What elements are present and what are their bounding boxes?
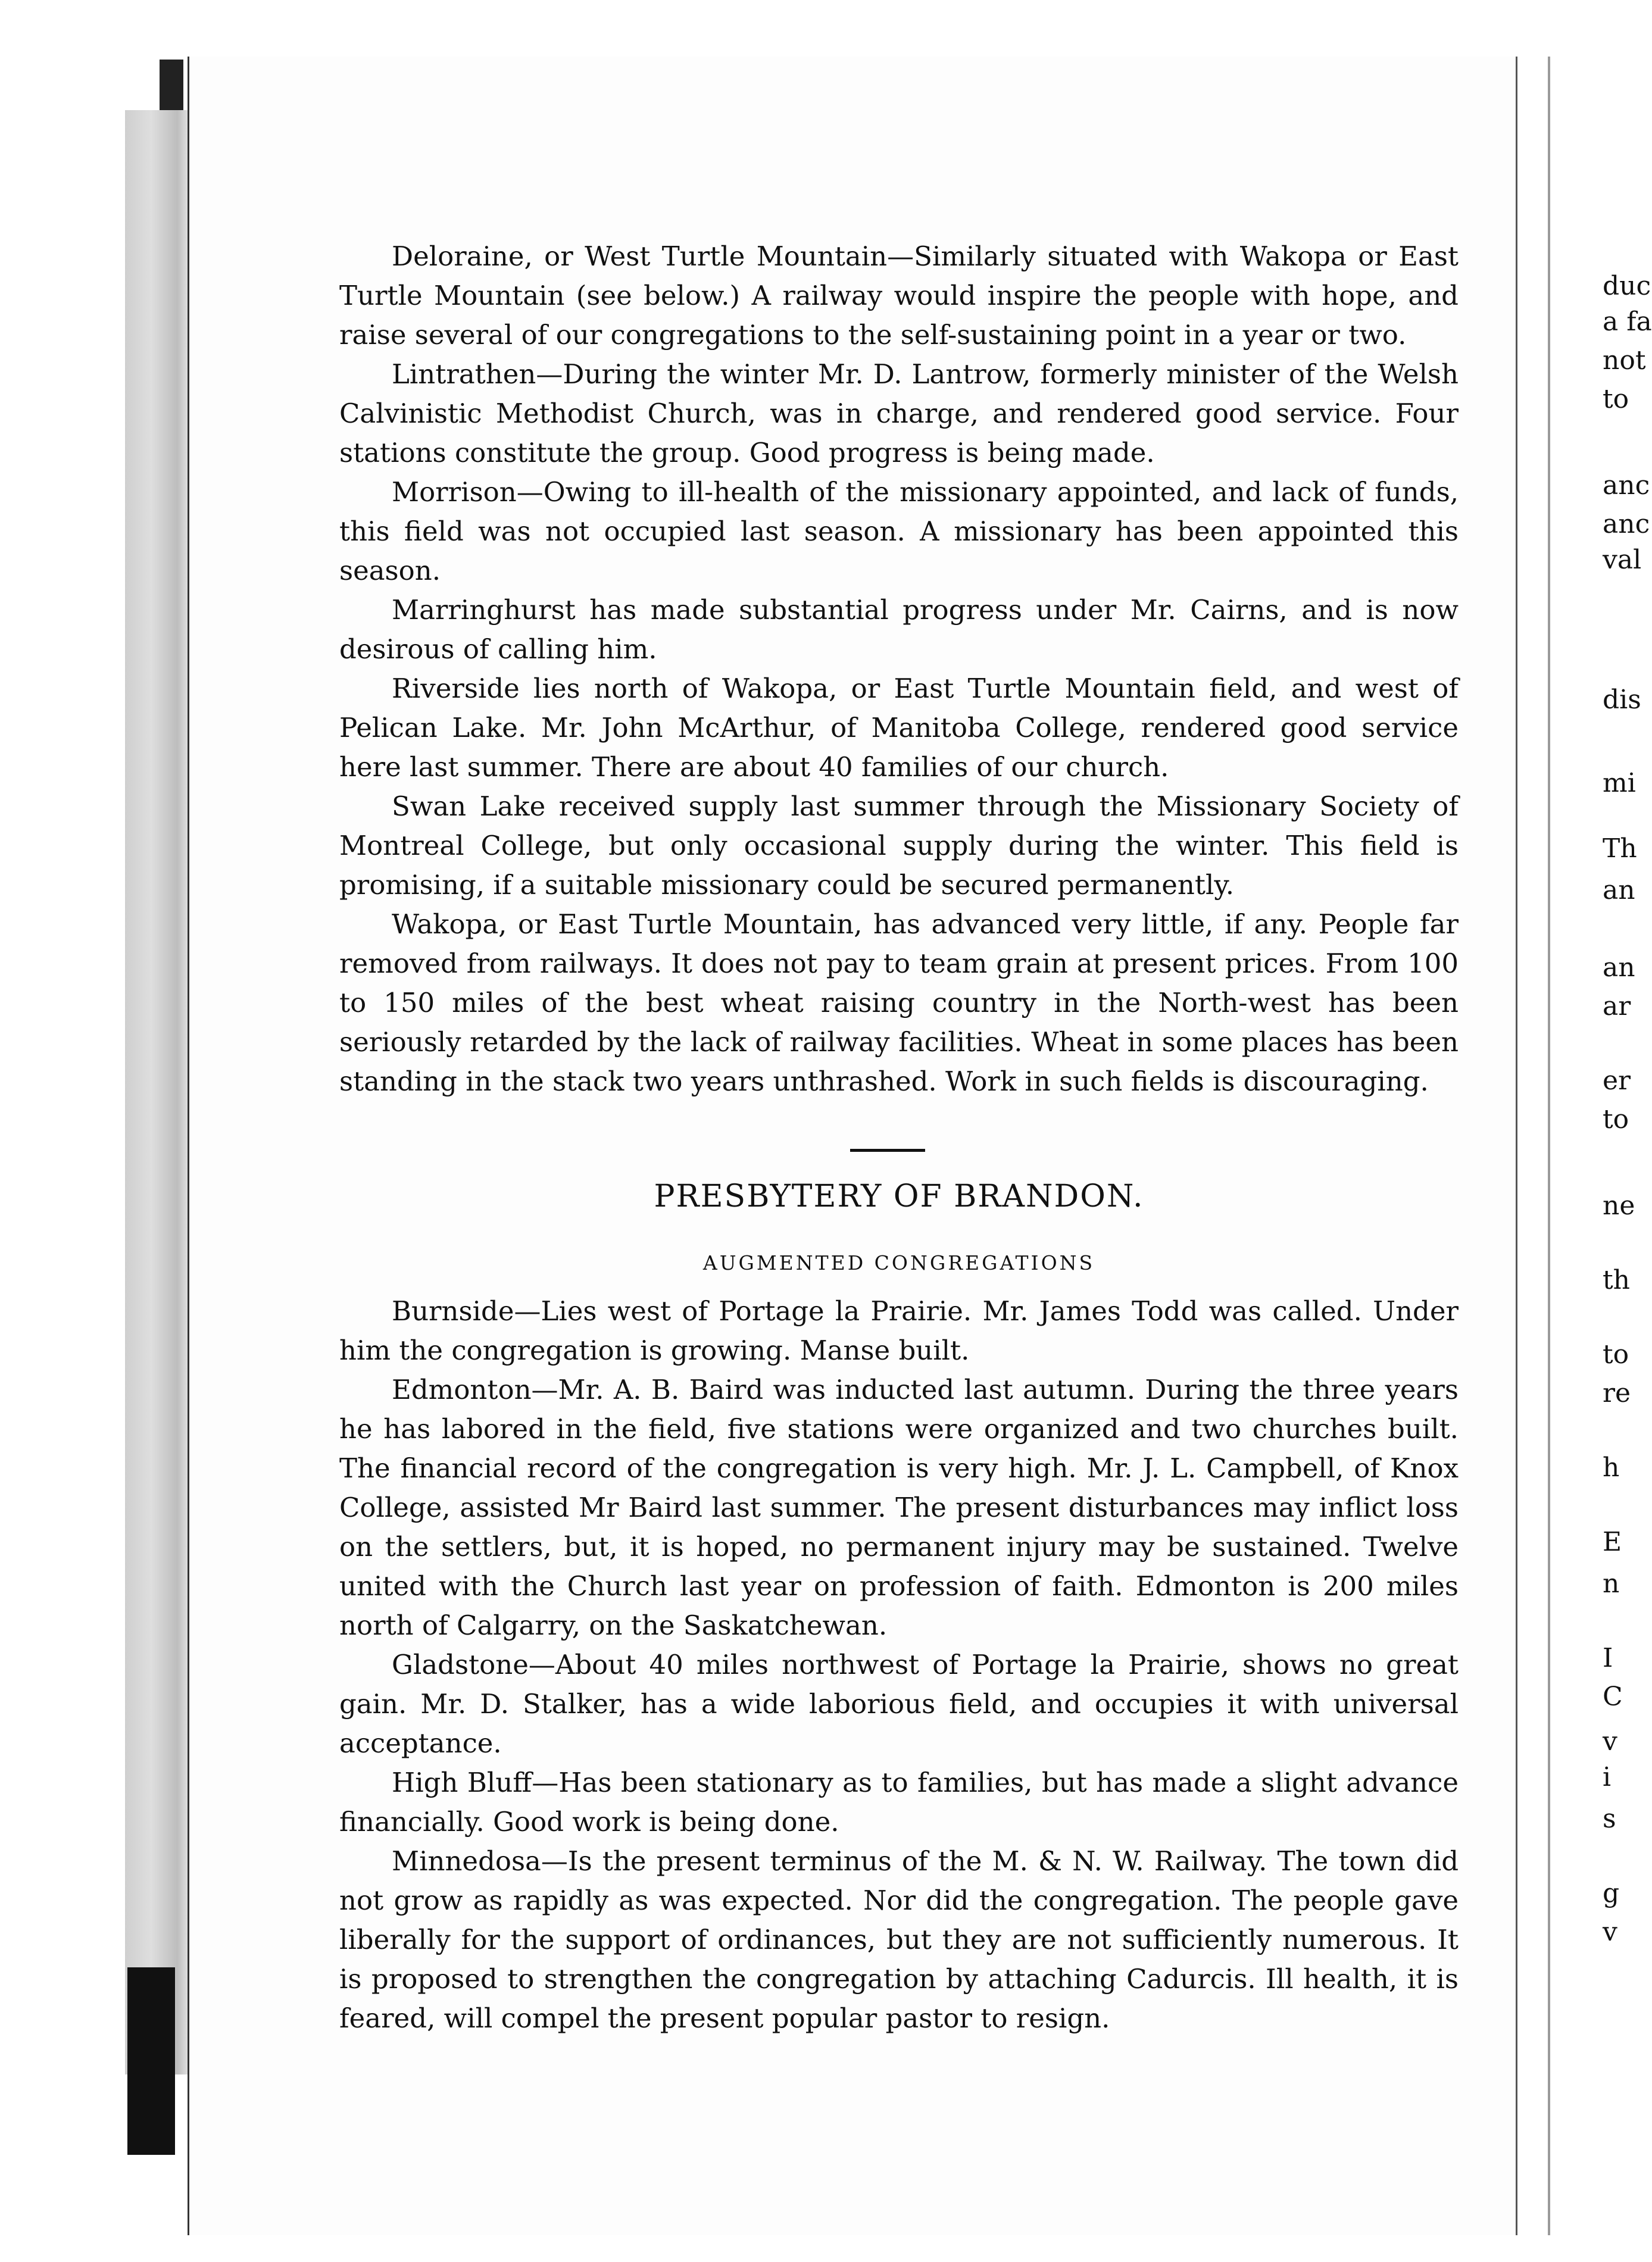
paragraph-lintrathen: Lintrathen—During the winter Mr. D. Lantrow, formerly minister of the Welsh Calvinistic Methodist Church, was in charge, and rendered good service. Four stations constitute the group. Good progress is being made. <box>339 358 1459 468</box>
brandon-section <box>339 1292 1459 2038</box>
paragraph-burnside: Burnside—Lies west of Portage la Prairie. Mr. James Todd was called. Under him the congregation is growing. Manse built. <box>339 1295 1459 1366</box>
adjacent-fragment-text: g <box>1603 1878 1620 1908</box>
adjacent-fragment-text: I <box>1603 1643 1613 1673</box>
adjacent-fragment-text: a fa <box>1603 307 1652 337</box>
adjacent-fragment-text: ne <box>1603 1191 1635 1221</box>
section-divider <box>850 1149 925 1152</box>
adjacent-fragment-text: to <box>1603 1339 1629 1370</box>
turtle-mountain-section <box>339 237 1459 1101</box>
adjacent-fragment-text: an <box>1603 875 1635 905</box>
adjacent-fragment-text: anc <box>1603 470 1650 501</box>
adjacent-fragment-text: val <box>1603 545 1642 575</box>
adjacent-fragment-text: v <box>1603 1726 1617 1757</box>
paragraph-deloraine: Deloraine, or West Turtle Mountain—Similarly situated with Wakopa or East Turtle Mountain (see below.) A railway would inspire the people with hope, and raise several of our congregations to the self-sustaining point in a year or two. <box>339 240 1459 351</box>
left-page-edge <box>125 110 191 2074</box>
adjacent-fragment-text: Th <box>1603 833 1637 864</box>
adjacent-fragment-text: th <box>1603 1265 1631 1295</box>
paragraph-swan-lake: Swan Lake received supply last summer through the Missionary Society of Montreal College, but only occasional supply during the winter. This field is promising, if a suitable missionary could be secured permanently. <box>339 791 1459 901</box>
adjacent-page-fragment <box>1601 0 1652 2262</box>
adjacent-fragment-text: s <box>1603 1804 1616 1834</box>
adjacent-fragment-text: re <box>1603 1378 1631 1408</box>
paragraph-edmonton: Edmonton—Mr. A. B. Baird was inducted last autumn. During the three years he has labored in the field, five stations were organized and two churches built. The financial record of the congregation is very high. Mr. J. L. Campbell, of Knox College, assisted Mr Baird last summer. The present disturbances may inflict loss on the settlers, but, it is hoped, no permanent injury may be sustained. Twelve united with the Church last year on profession of faith. Edmonton is 200 miles north of Calgarry, on the Saskatchewan. <box>339 1374 1459 1641</box>
adjacent-fragment-text: dis <box>1603 685 1641 715</box>
paragraph-gladstone: Gladstone—About 40 miles northwest of Portage la Prairie, shows no great gain. Mr. D. Stalker, has a wide laborious field, and occupies it with universal acceptance. <box>339 1649 1459 1759</box>
adjacent-fragment-text: C <box>1603 1682 1623 1712</box>
page-gutter-line <box>1548 57 1550 2235</box>
presbytery-heading: PRESBYTERY OF BRANDON. <box>654 1179 1144 1214</box>
paragraph-wakopa: Wakopa, or East Turtle Mountain, has advanced very little, if any. People far removed from railways. It does not pay to team grain at present prices. From 100 to 150 miles of the best wheat raising country in the North-west has been seriously retarded by the lack of railway facilities. Wheat in some places has been standing in the stack two years unthrashed. Work in such fields is discouraging. <box>339 908 1459 1097</box>
augmented-congregations-subheading: AUGMENTED CONGREGATIONS <box>702 1251 1095 1274</box>
adjacent-fragment-text: ar <box>1603 991 1631 1021</box>
adjacent-fragment-text: v <box>1603 1917 1617 1947</box>
paragraph-high-bluff: High Bluff—Has been stationary as to families, but has made a slight advance financially. Good work is being done. <box>339 1767 1459 1838</box>
adjacent-fragment-text: mi <box>1603 768 1636 798</box>
adjacent-fragment-text: n <box>1603 1569 1620 1599</box>
adjacent-fragment-text: er <box>1603 1066 1631 1096</box>
paragraph-morrison: Morrison—Owing to ill-health of the missionary appointed, and lack of funds, this field was not occupied last season. A missionary has been appointed this season. <box>339 476 1459 586</box>
paragraph-minnedosa: Minnedosa—Is the present terminus of the M. & N. W. Railway. The town did not grow as rapidly as was expected. Nor did the congregation. The people gave liberally for the support of ordinances, but they are not sufficiently numerous. It is proposed to strengthen the congregation by attaching Cadurcis. Ill health, it is feared, will compel the present popular pastor to resign. <box>339 1845 1459 2034</box>
adjacent-fragment-text: not <box>1603 345 1646 376</box>
binding-tab <box>160 60 183 113</box>
adjacent-fragment-text: E <box>1603 1527 1622 1557</box>
adjacent-fragment-text: to <box>1603 1104 1629 1135</box>
adjacent-fragment-text: to <box>1603 384 1629 414</box>
paragraph-riverside: Riverside lies north of Wakopa, or East Turtle Mountain field, and west of Pelican Lake. Mr. John McArthur, of Manitoba College, rendered good service here last summer. There are about 40 families of our church. <box>339 673 1459 783</box>
adjacent-fragment-text: i <box>1603 1762 1612 1792</box>
adjacent-fragment-text: duc <box>1603 271 1651 301</box>
adjacent-fragment-text: an <box>1603 952 1635 983</box>
left-dark-block <box>127 1967 175 2155</box>
adjacent-fragment-text: h <box>1603 1452 1620 1483</box>
adjacent-fragment-text: anc <box>1603 509 1650 539</box>
paragraph-marringhurst: Marringhurst has made substantial progress under Mr. Cairns, and is now desirous of calling him. <box>339 594 1459 665</box>
